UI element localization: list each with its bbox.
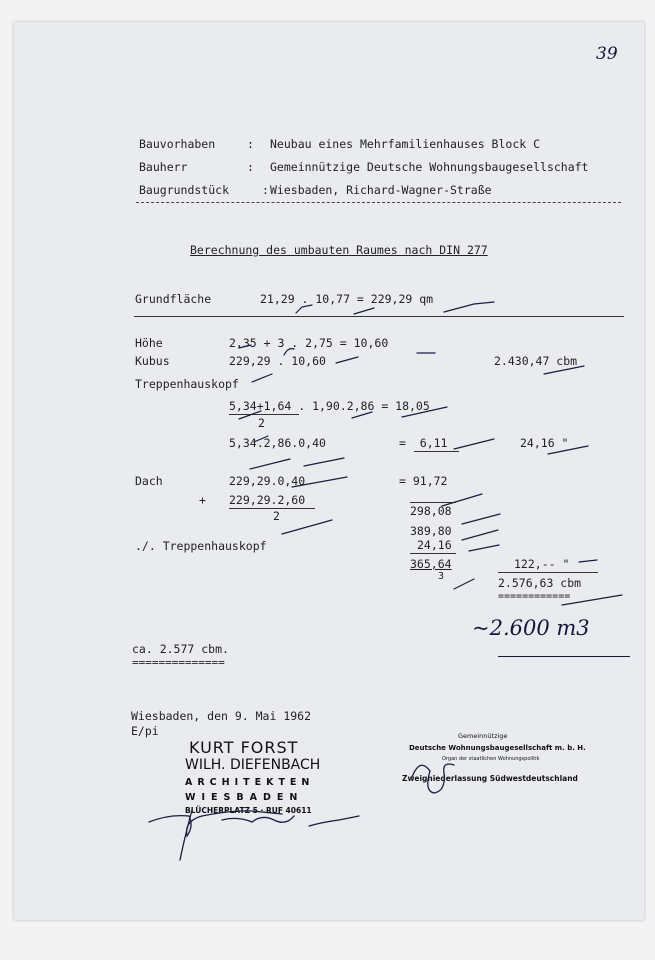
company-stamp-line4: Zweigniederlassung Südwestdeutschland (402, 774, 578, 783)
dach-label: Dach (135, 474, 163, 488)
grundflaeche-label: Grundfläche (135, 292, 212, 306)
dach-divisor: 3 (438, 571, 445, 582)
treppen-line2: 5,34.2,86.0,40 (229, 436, 326, 450)
kubus-result: 2.430,47 cbm (494, 354, 578, 368)
hoehe-label: Höhe (135, 336, 163, 350)
reference-initials: E/pi (131, 724, 159, 738)
dach-plus-sign: + (199, 493, 206, 507)
treppenhauskopf-label: Treppenhauskopf (135, 377, 239, 391)
dach-result: 365,64 (410, 557, 452, 571)
header-sep-2: : (247, 160, 254, 174)
total-result: 2.576,63 cbm (498, 576, 582, 590)
architect-stamp-line2: WILH. DIEFENBACH (185, 757, 321, 773)
page-number: 39 (596, 44, 618, 64)
kubus-value: 229,29 . 10,60 (229, 354, 326, 368)
company-stamp-line2: Deutsche Wohnungsbaugesellschaft m. b. H. (409, 744, 586, 752)
dach-third: 122,-- " (514, 557, 570, 571)
dach-sum: 298,08 (410, 504, 452, 518)
handwritten-marks (14, 22, 644, 920)
header-label-bauherr: Bauherr (139, 160, 188, 174)
treppen-line1: 5,34+1,64 . 1,90.2,86 = 18,05 (229, 399, 430, 413)
ca-double-rule: ============== (132, 656, 225, 669)
architect-stamp-line4: WIESBADEN (185, 792, 304, 803)
company-stamp-line3: Organ der staatlichen Wohnungspolitik (442, 756, 540, 762)
dach-denominator: 2 (273, 509, 280, 523)
header-value-baugrundstueck: Wiesbaden, Richard-Wagner-Straße (270, 183, 492, 197)
header-label-bauvorhaben: Bauvorhaben (139, 137, 216, 151)
document-page (14, 22, 644, 920)
header-sep-3: : (262, 183, 269, 197)
minus-value: 24,16 (417, 538, 452, 552)
company-stamp-line1: Gemeinnützige (458, 732, 508, 740)
ca-total: ca. 2.577 cbm. (132, 642, 229, 656)
treppen-total: 24,16 " (520, 436, 569, 450)
header-value-bauherr: Gemeinnützige Deutsche Wohnungsbaugesellschaft (270, 160, 589, 174)
header-value-bauvorhaben: Neubau eines Mehrfamilienhauses Block C (270, 137, 541, 151)
place-date: Wiesbaden, den 9. Mai 1962 (131, 709, 312, 723)
architect-stamp-line1: KURT FORST (189, 738, 299, 757)
kubus-label: Kubus (135, 354, 170, 368)
handwritten-total: ~2.600 m3 (472, 616, 590, 640)
architect-stamp-line5: BLÜCHERPLATZ 5 · RUF 40611 (185, 806, 312, 815)
minus-label: ./. Treppenhauskopf (135, 539, 267, 553)
header-label-baugrundstueck: Baugrundstück (139, 183, 230, 197)
architect-stamp-line3: ARCHITEKTEN (185, 777, 315, 788)
dach-sum2: 389,80 (410, 524, 452, 538)
treppen-line2-result: = 6,11 (399, 436, 448, 450)
dach-line1: 229,29.0,40 (229, 474, 306, 488)
header-sep-1: : (247, 137, 254, 151)
treppen-denominator: 2 (258, 416, 265, 430)
document-title: Berechnung des umbauten Raumes nach DIN 277 (190, 243, 488, 257)
dach-line2: 229,29.2,60 (229, 493, 306, 507)
hoehe-value: 2,35 + 3 . 2,75 = 10,60 (229, 336, 389, 350)
dach-line1-result: = 91,72 (399, 474, 448, 488)
total-double-rule: ============ (498, 591, 571, 602)
grundflaeche-value: 21,29 . 10,77 = 229,29 qm (260, 292, 434, 306)
